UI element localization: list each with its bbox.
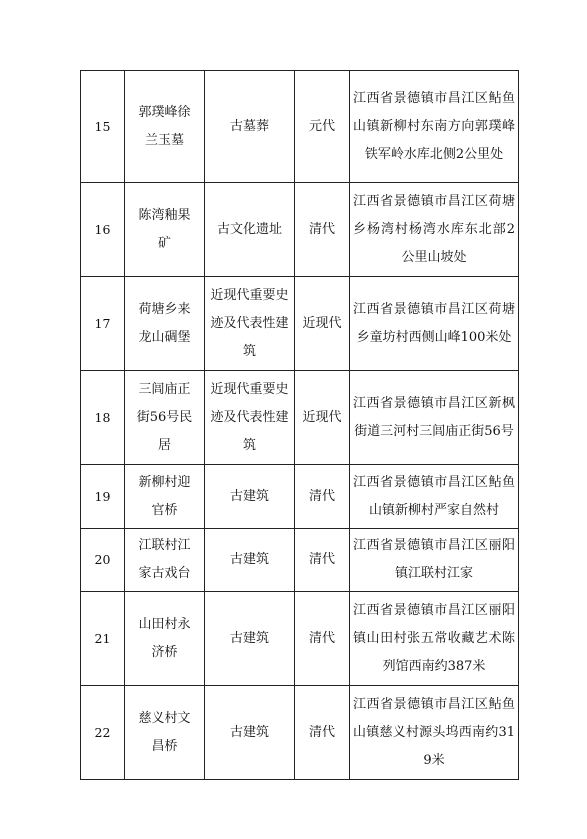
row-number: 16	[81, 183, 125, 277]
site-name: 江联村江家古戏台	[125, 529, 205, 592]
site-category: 古建筑	[205, 686, 295, 780]
heritage-sites-table	[80, 70, 519, 780]
site-era: 近现代	[295, 277, 350, 371]
site-location: 江西省景德镇市昌江区鲇鱼山镇新柳村严家自然村	[350, 465, 519, 529]
site-name: 慈义村文昌桥	[125, 686, 205, 780]
table-row	[81, 465, 519, 529]
site-category: 古文化遗址	[205, 183, 295, 277]
site-category: 古建筑	[205, 529, 295, 592]
table-row	[81, 592, 519, 686]
site-name: 三闾庙正街56号民居	[125, 371, 205, 465]
row-number: 17	[81, 277, 125, 371]
row-number: 22	[81, 686, 125, 780]
site-category: 近现代重要史迹及代表性建筑	[205, 277, 295, 371]
site-era: 清代	[295, 183, 350, 277]
site-era: 清代	[295, 686, 350, 780]
site-era: 清代	[295, 592, 350, 686]
table-row	[81, 686, 519, 780]
site-category: 近现代重要史迹及代表性建筑	[205, 371, 295, 465]
site-category: 古墓葬	[205, 71, 295, 183]
site-era: 元代	[295, 71, 350, 183]
site-location: 江西省景德镇市昌江区荷塘乡童坊村西侧山峰100米处	[350, 277, 519, 371]
site-name: 山田村永济桥	[125, 592, 205, 686]
site-location: 江西省景德镇市昌江区新枫街道三河村三闾庙正街56号	[350, 371, 519, 465]
site-location: 江西省景德镇市昌江区荷塘乡杨湾村杨湾水库东北部2公里山坡处	[350, 183, 519, 277]
site-name: 荷塘乡来龙山碉堡	[125, 277, 205, 371]
site-category: 古建筑	[205, 592, 295, 686]
row-number: 18	[81, 371, 125, 465]
site-category: 古建筑	[205, 465, 295, 529]
table-row	[81, 277, 519, 371]
table-row	[81, 529, 519, 592]
site-era: 清代	[295, 465, 350, 529]
site-name: 陈湾釉果矿	[125, 183, 205, 277]
row-number: 21	[81, 592, 125, 686]
row-number: 15	[81, 71, 125, 183]
row-number: 20	[81, 529, 125, 592]
site-name: 郭璞峰徐兰玉墓	[125, 71, 205, 183]
table-row	[81, 71, 519, 183]
row-number: 19	[81, 465, 125, 529]
table-row	[81, 371, 519, 465]
site-location: 江西省景德镇市昌江区鲇鱼山镇慈义村源头坞西南约319米	[350, 686, 519, 780]
site-name: 新柳村迎官桥	[125, 465, 205, 529]
site-location: 江西省景德镇市昌江区鲇鱼山镇新柳村东南方向郭璞峰铁军岭水库北侧2公里处	[350, 71, 519, 183]
table-row	[81, 183, 519, 277]
site-era: 近现代	[295, 371, 350, 465]
site-era: 清代	[295, 529, 350, 592]
site-location: 江西省景德镇市昌江区丽阳镇江联村江家	[350, 529, 519, 592]
site-location: 江西省景德镇市昌江区丽阳镇山田村张五常收藏艺术陈列馆西南约387米	[350, 592, 519, 686]
